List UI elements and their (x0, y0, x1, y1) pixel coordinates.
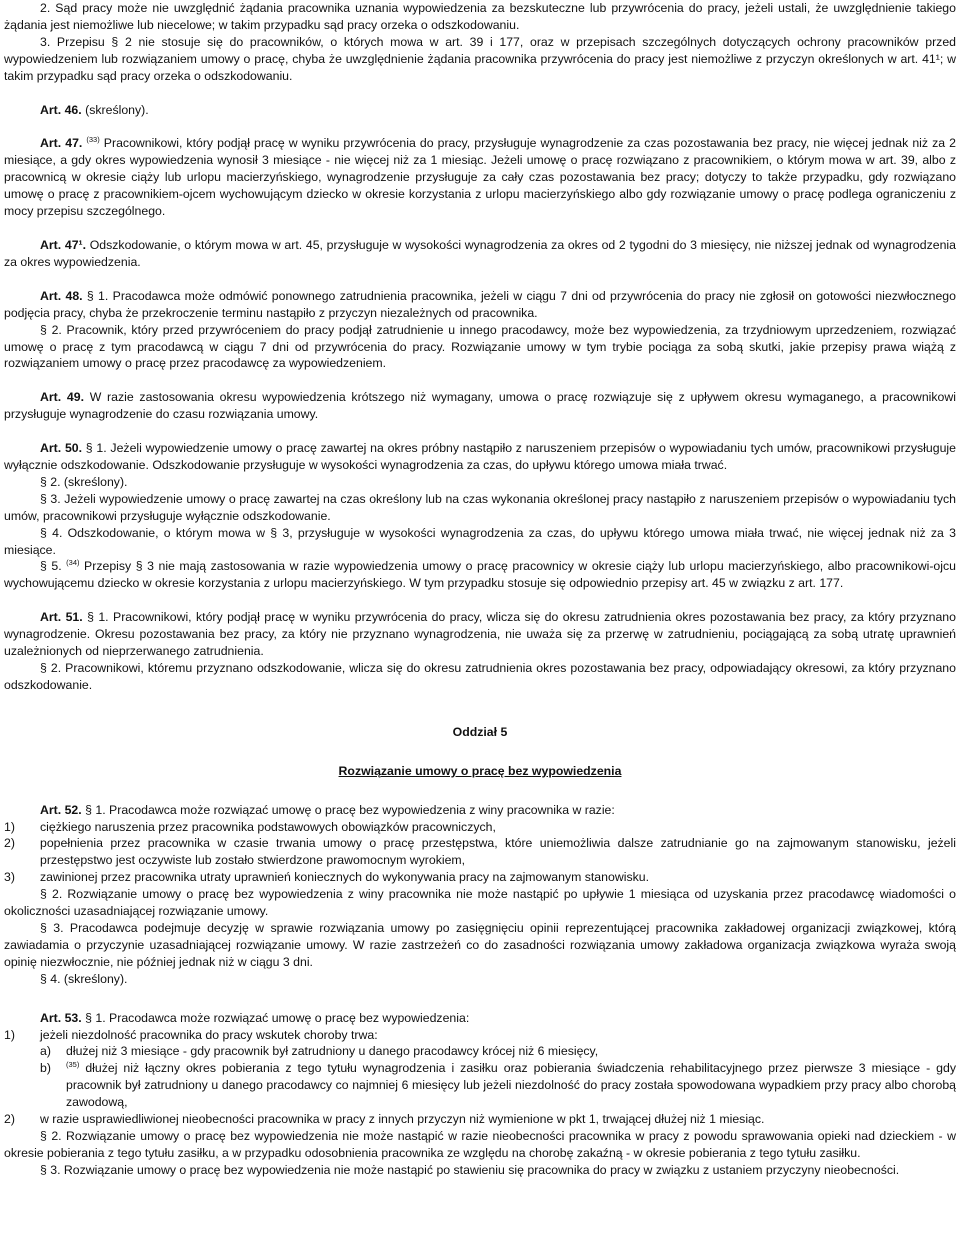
section-subtitle: Rozwiązanie umowy o pracę bez wypowiedzenia (338, 763, 622, 778)
article-53-par3: § 3. Rozwiązanie umowy o pracę bez wypowiedzenia nie może nastąpić po stawieniu się pracownika do pracy w związku z ustaniem przyczyny nieobecności. (40, 1162, 900, 1177)
article-50-par2: § 2. (skreślony). (40, 474, 128, 489)
footnote-ref: (35) (66, 1060, 80, 1070)
article-47-1: Art. 47¹. Odszkodowanie, o którym mowa w art. 45, przysługuje w wysokości wynagrodzenia za okres od 2 tygodni do 3 miesięcy, nie niższej jednak od wynagrodzenia za okres wypowiedzenia. (4, 237, 956, 269)
article-46: Art. 46. (skreślony). (40, 102, 149, 117)
article-label: Art. 48. (40, 288, 83, 303)
article-48-par1: Art. 48. § 1. Pracodawca może odmówić ponownego zatrudnienia pracownika, jeżeli w ciągu 7 dni od przywrócenia do pracy nie zgłosił on gotowości niezwłocznego podjęcia pracy, chyba że przekroczenie terminu nastąpiło z przyczyn niezależnych od pracownika. (4, 288, 956, 320)
article-label: Art. 50. (40, 441, 83, 456)
article-49: Art. 49. W razie zastosowania okresu wypowiedzenia krótszego niż wymagany, umowa o pracę rozwiązuje się z upływem okresu wymaganego, a pracownikowi przysługuje wynagrodzenie do czasu rozwiązania umowy. (4, 390, 956, 422)
list-item: 3) zawinionej przez pracownika utraty uprawnień koniecznych do wykonywania pracy na zajmowanym stanowisku. (4, 870, 649, 885)
article-50-par3: § 3. Jeżeli wypowiedzenie umowy o pracę zawartej na czas określony lub na czas wykonania określonej pracy nastąpiło z naruszeniem przepisów o wypowiadaniu tych umów, pracownikowi przysługuje wyłącznie odszkodowanie. (4, 491, 956, 523)
sub-list-item: b) $^{(35)}$ dłużej niż łączny okres pobierania z tego tytułu wynagrodzenia i zasiłku oraz pobierania świadczenia rehabilitacyjnego przez pierwsze 3 miesiące - gdy pracownik był zatrudniony u danego pracodawcy co najmniej 6 miesięcy lub jeżeli niezdolność do pracy została spowodowana wypadkiem przy pracy albo chorobą zawodową, (40, 1060, 956, 1110)
article-50-par1: Art. 50. § 1. Jeżeli wypowiedzenie umowy o pracę zawartej na okres próbny nastąpiło z naruszeniem przepisów o wypowiadaniu tych umów, pracownikowi przysługuje wyłącznie odszkodowanie. Odszkodowanie przysługuje w wysokości wynagrodzenia za czas, do upływu którego umowa miała trwać. (4, 441, 956, 473)
article-52-par2: § 2. Rozwiązanie umowy o pracę bez wypowiedzenia z winy pracownika nie może nastąpić po upływie 1 miesiąca od uzyskania przez pracodawcę wiadomości o okoliczności uzasadniającej rozwiązanie umowy. (4, 887, 956, 919)
article-50-par4: § 4. Odszkodowanie, o którym mowa w § 3, przysługuje w wysokości wynagrodzenia za czas, do upływu którego umowa miała trwać, nie więcej jednak niż za 3 miesiące. (4, 525, 956, 557)
article-52-par4: § 4. (skreślony). (40, 971, 128, 986)
article-48-par2: § 2. Pracownik, który przed przywróceniem do pracy podjął zatrudnienie u innego pracodawcy, może bez wypowiedzenia, za trzydniowym uprzedzeniem, rozwiązać umowę o pracę z tym pracodawcą w ciągu 7 dni od przywrócenia do pracy. Rozwiązanie umowy w tym trybie pociąga za sobą skutki, jakie przepisy prawa wiążą z rozwiązaniem umowy o pracę przez pracodawcę za wypowiedzeniem. (4, 322, 956, 371)
sub-list-item: a) dłużej niż 3 miesiące - gdy pracownik był zatrudniony u danego pracodawcy krócej niż 6 miesięcy, (40, 1044, 599, 1059)
list-item: 2) w razie usprawiedliwionej nieobecności pracownika w pracy z innych przyczyn niż wymienione w pkt 1, trwającej dłużej niż 1 miesiąc. (4, 1112, 765, 1127)
article-51-par1: Art. 51. § 1. Pracownikowi, który podjął pracę w wyniku przywrócenia do pracy, wlicza się do okresu zatrudnienia okres pozostawania bez pracy, za który przyznano wynagrodzenie. Okresu pozostawania bez pracy, za który nie przyznano wynagrodzenia, nie uważa się za przerwę w zatrudnieniu, pociągającą za sobą utratę uprawnień uzależnionych od nieprzerwanego zatrudnienia. (4, 610, 956, 659)
list-item: 1) jeżeli niezdolność pracownika do pracy wskutek choroby trwa: (4, 1027, 378, 1042)
article-47: Art. 47. $^{(33)}$ Pracownikowi, który podjął pracę w wyniku przywrócenia do pracy, przysługuje wynagrodzenie za czas pozostawania bez pracy, nie więcej jednak niż za 2 miesiące, a gdy okres wypowiedzenia wynosił 3 miesiące - nie więcej niż za 1 miesiąc. Jeżeli umowę o pracę rozwiązano z pracownikiem, o którym mowa w art. 39, albo z pracownicą w okresie ciąży lub urlopu macierzyńskiego, wynagrodzenie przysługuje za cały czas pozostawania bez pracy; dotyczy to także przypadku, gdy rozwiązano umowę o pracę z pracownikiem-ojcem wychowującym dziecko w okresie korzystania z urlopu macierzyńskiego albo gdy rozwiązanie umowy o pracę podlega ograniczeniu z mocy przepisu szczególnego. (4, 135, 956, 219)
article-label: Art. 53. (40, 1010, 82, 1025)
article-52-intro: Art. 52. § 1. Pracodawca może rozwiązać umowę o pracę bez wypowiedzenia z winy pracownika w razie: (40, 802, 615, 817)
article-51-par2: § 2. Pracownikowi, któremu przyznano odszkodowanie, wlicza się do okresu zatrudnienia okres pozostawania bez pracy, odpowiadający okresowi, za który przyznano odszkodowanie. (4, 661, 956, 692)
footnote-ref: (33) (86, 135, 100, 145)
list-item: 1) ciężkiego naruszenia przez pracownika podstawowych obowiązków pracowniczych, (4, 819, 496, 834)
article-label: Art. 46. (40, 102, 82, 117)
section-title: Oddział 5 (452, 724, 508, 739)
article-52-par3: § 3. Pracodawca podejmuje decyzję w sprawie rozwiązania umowy po zasięgnięciu opinii reprezentującej pracownika zakładowej organizacji związkowej, którą zawiadamia o przyczynie uzasadniającej rozwiązanie umowy. W razie zastrzeżeń co do zasadności rozwiązania umowy zakładowa organizacja związkowa wyraża swoją opinię niezwłocznie, nie później jednak niż w ciągu 3 dni. (4, 920, 956, 969)
paragraph-art45-par2: 2. Sąd pracy może nie uwzględnić żądania pracownika uznania wypowiedzenia za bezskuteczne lub przywrócenia do pracy, jeżeli ustali, że uwzględnienie takiego żądania jest niemożliwe lub niecelowe; w takim przypadku sąd pracy orzeka o odszkodowaniu. (4, 1, 956, 32)
article-53-par2: § 2. Rozwiązanie umowy o pracę bez wypowiedzenia nie może nastąpić w razie nieobecności pracownika w pracy z powodu sprawowania opieki nad dzieckiem - w okresie pobierania z tego tytułu zasiłku, a w przypadku odosobnienia pracownika ze względu na chorobę zakaźną - w okresie pobierania z tego tytułu zasiłku. (4, 1128, 956, 1160)
article-label: Art. 52. (40, 802, 82, 817)
article-label: Art. 51. (40, 610, 83, 625)
article-label: Art. 47. (40, 136, 83, 151)
article-label: Art. 47¹. (40, 237, 87, 252)
article-label: Art. 49. (40, 390, 84, 405)
list-item: 2) popełnienia przez pracownika w czasie trwania umowy o pracę przestępstwa, które uniemożliwia dalsze zatrudnianie go na zajmowanym stanowisku, jeżeli przestępstwo jest oczywiste lub zostało stwierdzone prawomocnym wyrokiem, (4, 836, 956, 868)
footnote-ref: (34) (66, 558, 80, 568)
paragraph-art45-par3: 3. Przepisu § 2 nie stosuje się do pracowników, o których mowa w art. 39 i 177, oraz w przepisach szczególnych dotyczących ochrony pracowników przed wypowiedzeniem lub rozwiązaniem umowy o pracę, chyba że uwzględnienie żądania pracownika przywrócenia do pracy jest niemożliwe z przyczyn określonych w art. 41¹; w takim przypadku sąd pracy orzeka o odszkodowaniu. (4, 34, 956, 83)
article-53-intro: Art. 53. § 1. Pracodawca może rozwiązać umowę o pracę bez wypowiedzenia: (40, 1010, 470, 1025)
article-50-par5: § 5. $^{(34)}$ Przepisy § 3 nie mają zastosowania w razie wypowiedzenia umowy o pracę pracownicy w okresie ciąży lub urlopu macierzyńskiego, albo pracownikowi-ojcu wychowującemu dziecko w okresie korzystania z urlopu macierzyńskiego. W tym przypadku stosuje się odpowiednio przepisy art. 45 w związku z art. 177. (4, 558, 956, 591)
